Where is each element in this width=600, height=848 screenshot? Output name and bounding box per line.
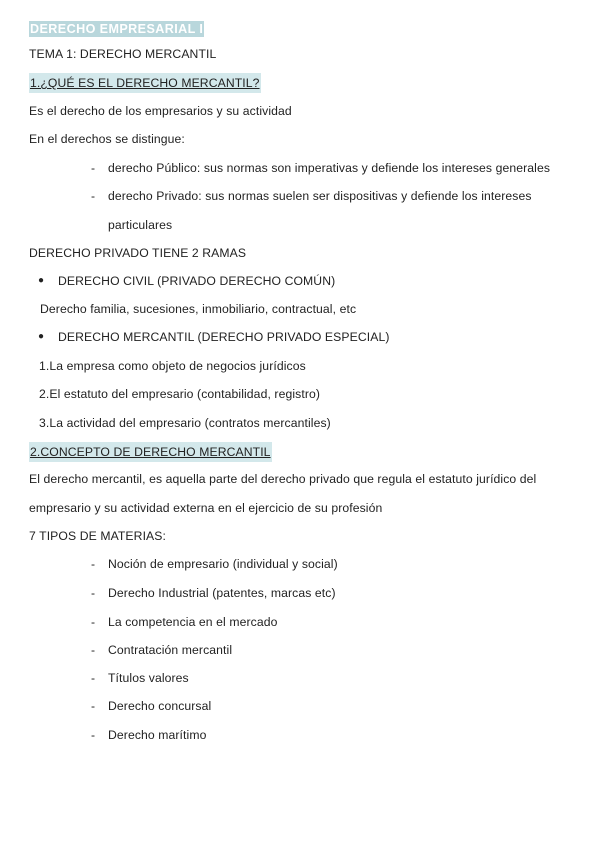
dash-marker: - — [91, 557, 96, 571]
dash-item-private-continuation: particulares — [108, 218, 173, 232]
dash-marker: - — [91, 671, 96, 685]
definition-text: Es el derecho de los empresarios y su actividad — [29, 104, 292, 118]
types-intro: 7 TIPOS DE MATERIAS: — [29, 529, 166, 543]
dash-item-text: derecho Privado: sus normas suelen ser dispositivas y defiende los intereses — [108, 189, 532, 203]
branches-intro: DERECHO PRIVADO TIENE 2 RAMAS — [29, 246, 247, 260]
dash-marker: - — [91, 586, 96, 600]
type-item-text: Noción de empresario (individual y social) — [108, 557, 338, 571]
civil-detail: Derecho familia, sucesiones, inmobiliario, contractual, etc — [40, 302, 357, 316]
type-item-text: La competencia en el mercado — [108, 615, 278, 629]
type-item-text: Títulos valores — [108, 671, 189, 685]
concept-text-line1: El derecho mercantil, es aquella parte del derecho privado que regula el estatuto jurídico del — [29, 472, 537, 486]
dash-item-text: derecho Público: sus normas son imperativas y defiende los intereses generales — [108, 161, 551, 175]
section-heading-1: 1.¿QUÉ ES EL DERECHO MERCANTIL? — [29, 73, 261, 93]
type-item-text: Derecho Industrial (patentes, marcas etc) — [108, 586, 336, 600]
dash-marker: - — [91, 615, 96, 629]
type-item-text: Contratación mercantil — [108, 643, 233, 657]
document-title: DERECHO EMPRESARIAL I — [30, 22, 204, 36]
distinguish-intro: En el derechos se distingue: — [29, 132, 185, 146]
dash-marker: - — [91, 728, 96, 742]
bullet-marker: ● — [38, 331, 45, 342]
section-heading-2: 2.CONCEPTO DE DERECHO MERCANTIL — [29, 442, 272, 462]
bullet-item-text: DERECHO MERCANTIL (DERECHO PRIVADO ESPECIAL) — [58, 330, 390, 344]
dash-marker: - — [91, 189, 96, 203]
dash-marker: - — [91, 161, 96, 175]
numbered-item: 2.El estatuto del empresario (contabilidad, registro) — [39, 387, 321, 401]
type-item-text: Derecho marítimo — [108, 728, 207, 742]
numbered-item: 3.La actividad del empresario (contratos mercantiles) — [39, 416, 331, 430]
dash-marker: - — [91, 643, 96, 657]
dash-marker: - — [91, 699, 96, 713]
bullet-item-text: DERECHO CIVIL (PRIVADO DERECHO COMÚN) — [58, 274, 336, 288]
numbered-item: 1.La empresa como objeto de negocios jurídicos — [39, 359, 306, 373]
type-item-text: Derecho concursal — [108, 699, 212, 713]
topic-title: TEMA 1: DERECHO MERCANTIL — [29, 47, 217, 61]
concept-text-line2: empresario y su actividad externa en el ejercicio de su profesión — [29, 501, 383, 515]
bullet-marker: ● — [38, 275, 45, 286]
